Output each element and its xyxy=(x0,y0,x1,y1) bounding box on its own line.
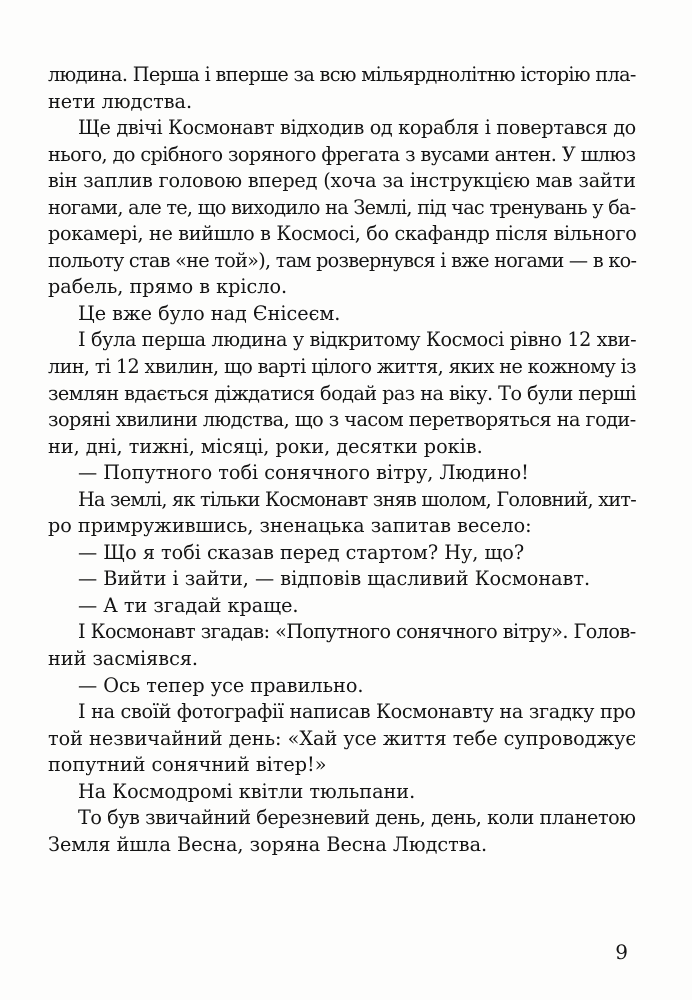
text-line: той незвичайний день: «Хай усе життя тебе супроводжує xyxy=(48,726,637,750)
text-line: ро примружившись, зненацька запитав весело: xyxy=(48,514,532,538)
text-line: І була перша людина у відкритому Космосі рівно 12 хви- xyxy=(78,328,637,352)
text-line: І на своїй фотографії написав Космонавту на згадку про xyxy=(78,700,636,724)
text-line: ни, дні, тижні, місяці, роки, десятки років. xyxy=(48,434,483,458)
text-line: ногами, але те, що виходило на Землі, під час тренувань у ба- xyxy=(48,195,636,219)
text-line: — Що я тобі сказав перед стартом? Ну, що? xyxy=(78,540,525,564)
text-line: лин, ті 12 хвилин, що варті цілого життя, яких не кожному із xyxy=(48,355,636,379)
text-line: На Космодромі квітли тюльпани. xyxy=(78,779,416,803)
text-line: — Ось тепер усе правильно. xyxy=(78,673,364,697)
text-line: рокамері, не вийшло в Космосі, бо скафандр після вільного xyxy=(48,222,637,246)
text-line: ний засміявся. xyxy=(48,647,199,671)
text-line: нього, до срібного зоряного фрегата з вусами антен. У шлюз xyxy=(48,142,636,166)
text-line: рабель, прямо в крісло. xyxy=(48,275,288,299)
text-line: Ще двічі Космонавт відходив од корабля і повертався до xyxy=(78,116,636,140)
text-line: — Попутного тобі сонячного вітру, Людино! xyxy=(78,461,529,485)
text-line: Земля йшла Весна, зоряна Весна Людства. xyxy=(48,832,488,856)
text-line: він заплив головою вперед (хоча за інструкцією мав зайти xyxy=(48,169,636,193)
text-line: землян вдається діждатися бодай раз на віку. То були перші xyxy=(48,381,636,405)
text-line: — Вийти і зайти, — відповів щасливий Космонавт. xyxy=(78,567,591,591)
text-line: Це вже було над Єнісеєм. xyxy=(78,301,341,325)
text-line: нети людства. xyxy=(48,89,193,113)
page-number: 9 xyxy=(615,940,628,964)
text-line: людина. Перша і вперше за всю мільярднолітню історію пла- xyxy=(48,63,636,86)
body-text xyxy=(48,62,636,858)
text-line: То був звичайний березневий день, день, коли планетою xyxy=(78,806,636,830)
text-line: зоряні хвилини людства, що з часом перетворяться на годи- xyxy=(48,408,636,432)
text-line: — А ти згадай краще. xyxy=(78,593,299,617)
text-line: І Космонавт згадав: «Попутного сонячного вітру». Голов- xyxy=(78,620,636,644)
text-line: На землі, як тільки Космонавт зняв шолом, Головний, хит- xyxy=(78,487,636,511)
text-line: попутний сонячний вітер!» xyxy=(48,753,327,777)
text-line: польоту став «не той»), там розвернувся і вже ногами — в ко- xyxy=(48,248,637,272)
